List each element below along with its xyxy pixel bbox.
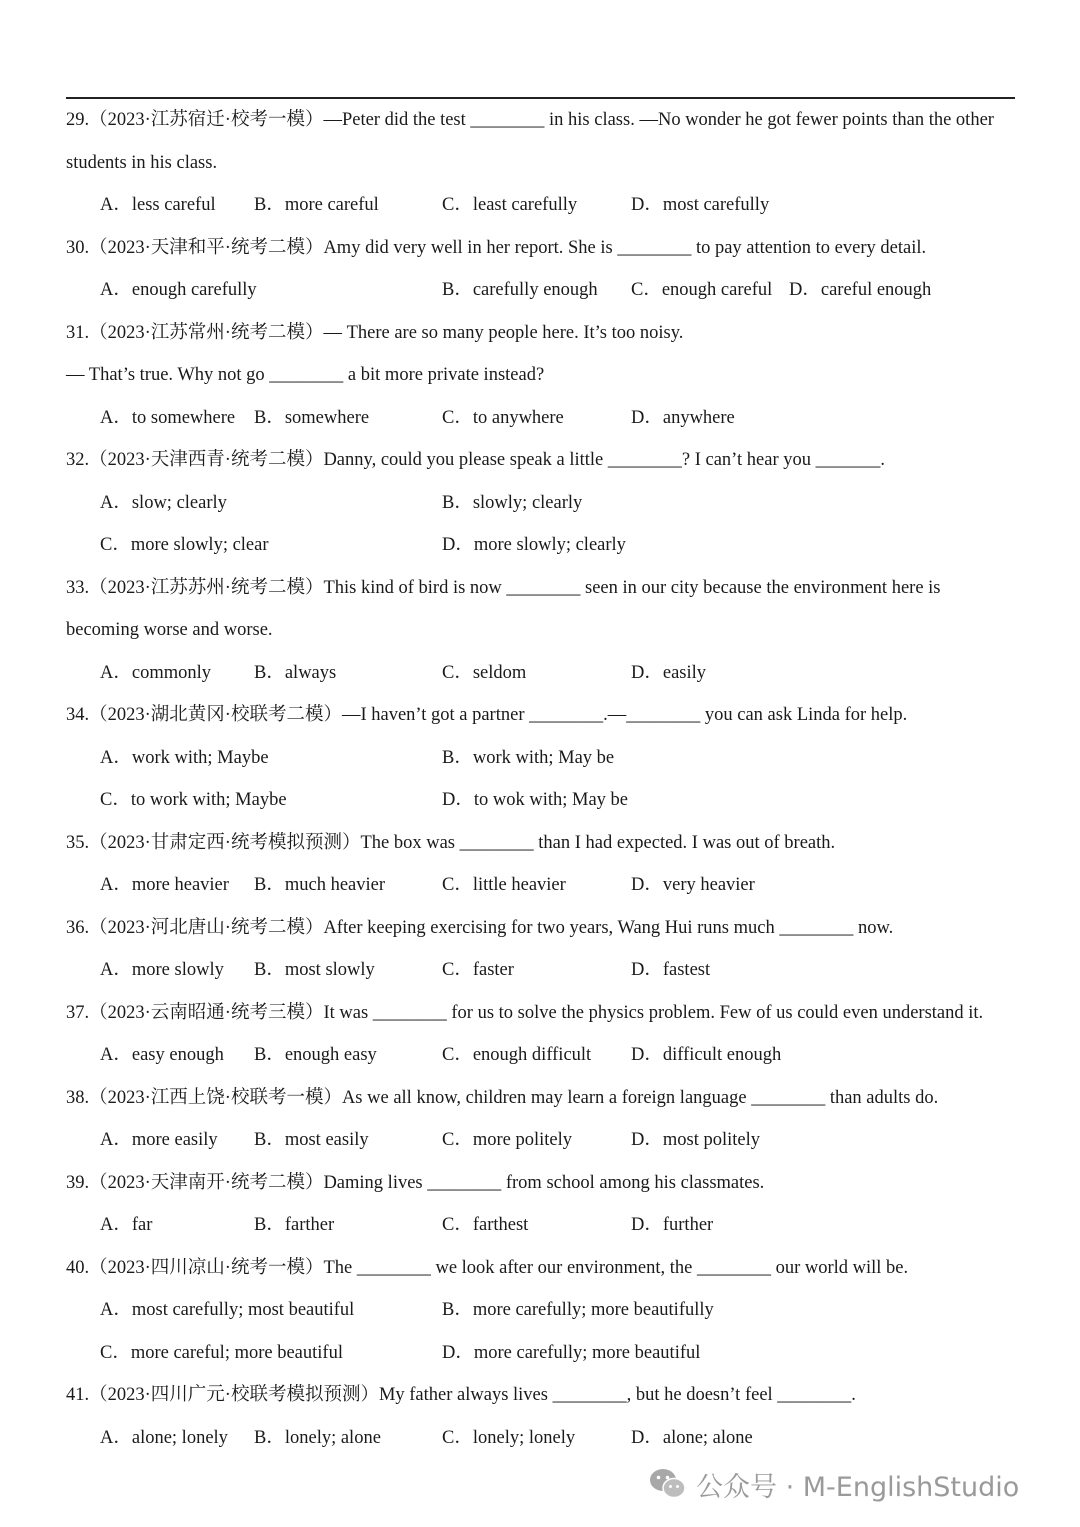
answer-option: B．much heavier [254, 875, 385, 895]
answer-option: A．work with; Maybe [100, 747, 269, 768]
answer-option: A．more easily [100, 1130, 218, 1150]
question-stem: 41.（2023·四川广元·校联考模拟预测）My father always lives ________, but he doesn’t feel ________. [66, 1385, 856, 1405]
question-stem: 34.（2023·湖北黄冈·校联考二模）—I haven’t got a partner ________.—________ you can ask Linda for help. [66, 705, 908, 725]
question-item [66, 227, 1026, 312]
answer-option: D．to wok with; May be [442, 790, 629, 810]
option-row [66, 1204, 1026, 1247]
option-row [66, 652, 1026, 695]
answer-option: B．most slowly [254, 960, 375, 980]
answer-option: A．far [100, 1215, 153, 1235]
answer-option: C．to work with; Maybe [100, 790, 287, 810]
answer-option: B．more careful [254, 195, 379, 215]
question-stem: students in his class. [66, 152, 218, 173]
question-stem: 38.（2023·江西上饶·校联考一模）As we all know, children may learn a foreign language ________ than adults do. [66, 1087, 939, 1108]
watermark-text: 公众号 · M-EnglishStudio [696, 1471, 1020, 1503]
question-list [66, 99, 1026, 1459]
answer-option: A．to somewhere [100, 407, 236, 428]
option-row [66, 949, 1026, 992]
answer-option: D．fastest [631, 960, 711, 980]
question-stem: 29.（2023·江苏宿迁·校考一模）—Peter did the test ________ in his class. —No wonder he got fewer points than the other [66, 110, 994, 130]
option-row [66, 524, 1026, 567]
answer-option: B．enough easy [254, 1045, 377, 1065]
option-row [66, 184, 1026, 227]
option-row [66, 737, 1026, 780]
question-item [66, 907, 1026, 992]
answer-option: C．least carefully [442, 195, 578, 215]
answer-option: B．farther [254, 1215, 335, 1235]
option-row [66, 1332, 1026, 1375]
answer-option: B．most easily [254, 1130, 369, 1150]
answer-option: A．more slowly [100, 960, 224, 980]
answer-option: B．always [254, 662, 337, 683]
answer-option: D．most carefully [631, 195, 770, 215]
option-row [66, 1119, 1026, 1162]
option-row [66, 1034, 1026, 1077]
question-item [66, 1247, 1026, 1375]
option-row [66, 1417, 1026, 1460]
answer-option: C．farthest [442, 1215, 529, 1235]
watermark [648, 1462, 1019, 1506]
answer-option: D．more carefully; more beautiful [442, 1342, 701, 1363]
answer-option: C．more slowly; clear [100, 535, 269, 555]
option-row [66, 779, 1026, 822]
answer-option: D．more slowly; clearly [442, 535, 626, 555]
answer-option: A．less careful [100, 195, 216, 215]
answer-option: C．lonely; lonely [442, 1427, 576, 1448]
question-stem: 30.（2023·天津和平·统考二模）Amy did very well in her report. She is ________ to pay attention to every detail. [66, 237, 927, 258]
question-item [66, 312, 1026, 440]
question-stem: 39.（2023·天津南开·统考二模）Daming lives ________ from school among his classmates. [66, 1172, 765, 1193]
question-item [66, 439, 1026, 567]
answer-option: A．easy enough [100, 1045, 224, 1065]
answer-option: C．little heavier [442, 875, 566, 895]
answer-option: D．easily [631, 662, 707, 683]
question-stem: — That’s true. Why not go ________ a bit more private instead? [66, 365, 545, 385]
answer-option: D．anywhere [631, 407, 735, 428]
answer-option: C．faster [442, 960, 514, 980]
question-item [66, 992, 1026, 1077]
answer-option: C．enough difficult [442, 1045, 592, 1065]
option-row [66, 269, 1026, 312]
question-item [66, 1374, 1026, 1459]
question-stem: becoming worse and worse. [66, 620, 273, 640]
question-item [66, 567, 1026, 695]
answer-option: A．most carefully; most beautiful [100, 1300, 355, 1320]
answer-option: C．more politely [442, 1130, 572, 1150]
answer-option: B．lonely; alone [254, 1427, 381, 1448]
question-stem: 37.（2023·云南昭通·统考三模）It was ________ for us to solve the physics problem. Few of us could even understand it. [66, 1002, 984, 1023]
answer-option: D．careful enough [789, 280, 932, 300]
answer-option: D．most politely [631, 1130, 760, 1150]
answer-option: B．somewhere [254, 407, 370, 428]
question-stem: 33.（2023·江苏苏州·统考二模）This kind of bird is now ________ seen in our city because the environment here is [66, 577, 941, 598]
answer-option: A．more heavier [100, 875, 229, 895]
question-item [66, 1162, 1026, 1247]
answer-option: D．difficult enough [631, 1045, 782, 1065]
answer-option: B．carefully enough [442, 280, 598, 300]
wechat-icon [648, 1467, 688, 1501]
option-row [66, 864, 1026, 907]
answer-option: B．more carefully; more beautifully [442, 1300, 714, 1320]
answer-option: C．enough careful [631, 280, 773, 300]
question-item [66, 99, 1026, 227]
answer-option: D．alone; alone [631, 1427, 753, 1448]
option-row [66, 482, 1026, 525]
answer-option: B．work with; May be [442, 747, 615, 768]
question-stem: 35.（2023·甘肃定西·统考模拟预测）The box was ________ than I had expected. I was out of breath. [66, 832, 836, 853]
question-item [66, 694, 1026, 822]
answer-option: D．further [631, 1215, 714, 1235]
answer-option: C．more careful; more beautiful [100, 1342, 343, 1363]
question-item [66, 1077, 1026, 1162]
answer-option: A．alone; lonely [100, 1427, 228, 1448]
answer-option: C．to anywhere [442, 407, 564, 428]
question-stem: 40.（2023·四川凉山·统考一模）The ________ we look after our environment, the ________ our world will be. [66, 1257, 909, 1278]
answer-option: C．seldom [442, 662, 527, 683]
answer-option: A．commonly [100, 662, 211, 683]
question-stem: 36.（2023·河北唐山·统考二模）After keeping exercising for two years, Wang Hui runs much ________ now. [66, 917, 894, 938]
question-stem: 31.（2023·江苏常州·统考二模）— There are so many people here. It’s too noisy. [66, 322, 684, 343]
answer-option: A．slow; clearly [100, 492, 227, 513]
option-row [66, 397, 1026, 440]
question-item [66, 822, 1026, 907]
option-row [66, 1289, 1026, 1332]
answer-option: B．slowly; clearly [442, 492, 583, 513]
answer-option: D．very heavier [631, 875, 755, 895]
answer-option: A．enough carefully [100, 280, 257, 300]
question-stem: 32.（2023·天津西青·统考二模）Danny, could you please speak a little ________? I can’t hear you _______. [66, 450, 885, 470]
